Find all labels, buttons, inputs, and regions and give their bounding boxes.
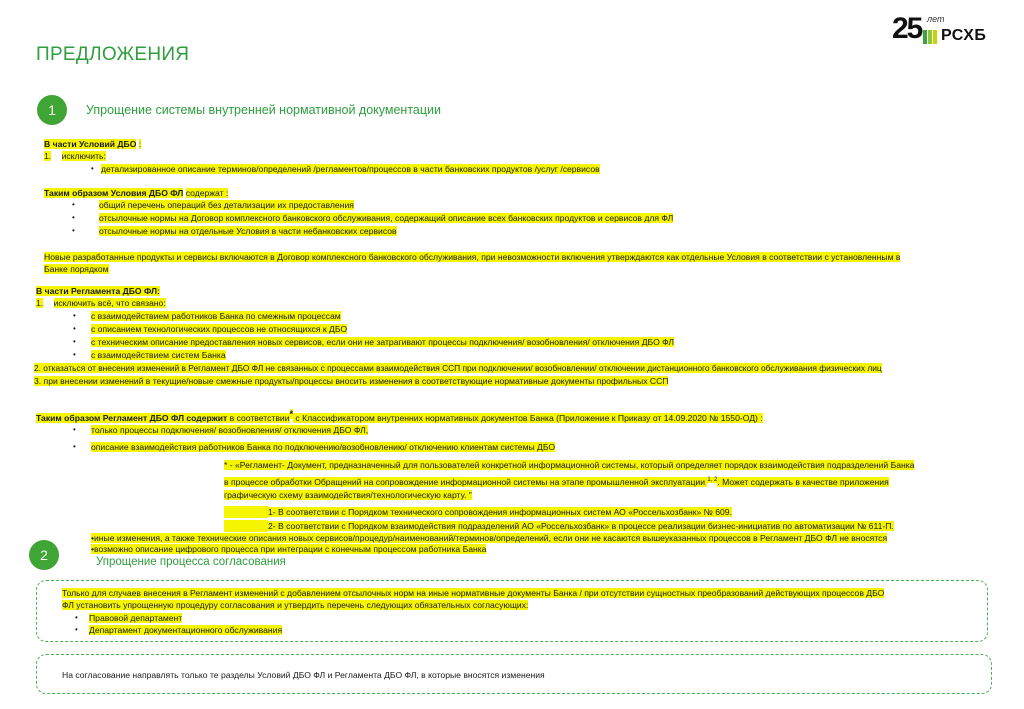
list-item-text: Правовой департамент xyxy=(89,613,183,623)
text: в процессе обработки Обращений на сопровождение информационной системы на этапе промышленной эксплуатации xyxy=(224,476,708,487)
reg-result-star: * xyxy=(289,409,294,419)
text: ФЛ установить упрощенную процедуру согласования и утвердить перечень следующих обязательных согласующих: xyxy=(62,600,529,610)
list-item-text: с описанием технологических процессов не относящихся к ДБО xyxy=(91,324,348,334)
sections-box xyxy=(36,654,992,694)
bullet-icon: • xyxy=(73,442,76,451)
section-1-heading: Упрощение системы внутренней нормативной документации xyxy=(86,103,441,117)
reg-result-label: Таким образом Регламент ДБО ФЛ содержит xyxy=(36,412,228,423)
bullet-icon: • xyxy=(72,213,75,222)
reg-part-label: В части Регламента ДБО ФЛ: xyxy=(36,286,160,296)
text: 2. отказаться от внесения изменений в Регламент ДБО ФЛ не связанных с процессами взаимодействия ССП при подключении/ возобновлении/ отключении дистанционного банковского обслуживания физических лиц xyxy=(34,363,882,373)
text: * - «Регламент- Документ, предназначенный для пользователей конкретной информационной системы, который определяет порядок взаимодействия подразделений Банка xyxy=(224,460,915,470)
logo-brand: РСХБ xyxy=(941,27,987,44)
page-title: ПРЕДЛОЖЕНИЯ xyxy=(36,44,190,65)
list-item xyxy=(91,441,555,453)
list-item-text: с техническим описание предоставления новых сервисов, если они не затрагивают процессы подключения/ возобновления/ отключения ДБО ФЛ xyxy=(91,337,675,347)
list-item xyxy=(99,199,354,211)
reg-item-1-num: 1. xyxy=(36,298,44,308)
new-products-line-2 xyxy=(44,263,109,275)
bullet-icon: • xyxy=(73,425,76,434)
list-item xyxy=(91,424,368,436)
text: •иные изменения, а также технические описания новых сервисов/процедур/наименований/терминов/определений, если они не касаются вышеуказанных процессов в Регламент ДБО ФЛ не вносятся xyxy=(91,533,888,543)
logo-number: 25 xyxy=(892,12,922,45)
dbo-result-rest: содержат : xyxy=(185,188,229,198)
footnote-ref-2 xyxy=(224,520,894,532)
dbo-item-1-bullet xyxy=(101,163,600,175)
dbo-result-label: Таким образом Условия ДБО ФЛ xyxy=(44,188,184,198)
text: 2- В соответствии с Порядком взаимодействия подразделений АО «Россельхозбанк» в процессе реализации бизнес-инициатив по автоматизации № 611-П. xyxy=(268,521,894,531)
list-item-text: только процессы подключения/ возобновления/ отключения ДБО ФЛ, xyxy=(91,425,369,435)
reg-item-1 xyxy=(36,297,166,309)
footnote-ref-1 xyxy=(224,506,732,518)
list-item-text: общий перечень операций без детализации их предоставления xyxy=(99,200,354,210)
text: 3. при внесении изменений в текущие/новые смежные продукты/процессы вносить изменения в соответствующие нормативные документы профильных ССП xyxy=(34,376,669,386)
list-item xyxy=(99,212,673,224)
text: графическую схему взаимодействия/технологическую карту. " xyxy=(224,490,472,500)
bullet-icon: • xyxy=(75,613,78,622)
dbo-part-label: В части Условий ДБО xyxy=(44,139,137,149)
dbo-result-heading xyxy=(44,187,228,199)
section-2-heading: Упрощение процесса согласования xyxy=(96,556,286,568)
section-2-number: 2 xyxy=(29,540,59,570)
dbo-part-colon: : xyxy=(138,139,142,149)
dbo-item-1-text: исключить: xyxy=(61,151,106,161)
bullet-icon: • xyxy=(72,200,75,209)
footnote-line-2 xyxy=(224,474,889,488)
list-item xyxy=(99,225,397,237)
bullet-icon: • xyxy=(75,625,78,634)
list-item xyxy=(89,612,182,624)
footnote-sup: 1, 2 xyxy=(707,477,718,483)
text: •возможно описание цифрового процесса при интеграции с конечным процессом работника Банка xyxy=(91,544,487,554)
footnote-line-3 xyxy=(224,489,472,501)
reg-item-1-text: исключить всё, что связано: xyxy=(53,298,166,308)
list-item-text: с взаимодействием систем Банка xyxy=(91,350,226,360)
list-item: детализированное описание терминов/определений /регламентов/процессов в части банковских продуктов /услуг /сервисов xyxy=(101,164,600,174)
list-item xyxy=(89,624,282,636)
list-item xyxy=(91,310,341,322)
bullet-icon: • xyxy=(73,324,76,333)
text: . Может содержать в качестве приложения xyxy=(717,476,889,487)
bullet-icon: • xyxy=(73,337,76,346)
bullet-icon: • xyxy=(73,311,76,320)
list-item-text: отсылочные нормы на отдельные Условия в части небанковских сервисов xyxy=(99,226,397,236)
bullet-icon: • xyxy=(73,350,76,359)
approval-line-1 xyxy=(62,587,884,599)
logo-years: лет xyxy=(927,14,945,24)
approval-line-2 xyxy=(62,599,528,611)
bullet-icon: • xyxy=(72,226,75,235)
logo-bars-icon xyxy=(923,30,939,44)
dbo-part-heading xyxy=(44,138,141,150)
list-item xyxy=(91,323,347,335)
footnote-line-1 xyxy=(224,459,914,471)
text: Новые разработанные продукты и сервисы включаются в Договор комплексного банковского обслуживания, при невозможности включения утверждаются как отдельные Условия в соответствии с установленным в xyxy=(44,252,901,262)
sections-text: На согласование направлять только те разделы Условий ДБО ФЛ и Регламента ДБО ФЛ, в которые вносятся изменения xyxy=(62,670,545,680)
dbo-item-1-num: 1. xyxy=(44,151,52,161)
reg-part-heading xyxy=(36,285,160,297)
list-item-text: описание взаимодействия работников Банка по подключению/возобновлению/ отключению клиентам системы ДБО xyxy=(91,442,556,452)
list-item xyxy=(91,336,674,348)
list-item xyxy=(91,349,226,361)
text: Только для случаев внесения в Регламент изменений с добавлением отсылочных норм на иные нормативные документы Банка / при отсутствии сущностных преобразований действующих процессов ДБО xyxy=(62,588,885,598)
list-item-text: Департамент документационного обслуживания xyxy=(89,625,283,635)
reg-result-heading xyxy=(36,408,763,424)
text: 1- В соответствии с Порядком технического сопровождения информационных систем АО «Россельхозбанк» № 609. xyxy=(268,507,732,517)
reg-result-mid: в соответствии xyxy=(227,412,290,423)
extra-bullet-2 xyxy=(91,543,486,555)
new-products-line-1 xyxy=(44,251,900,263)
list-item-text: с взаимодействием работников Банка по смежным процессам xyxy=(91,311,341,321)
reg-result-rest: с Классификатором внутренних нормативных документов Банка (Приложение к Приказу от 14.09.2020 № 1550-ОД) : xyxy=(293,412,763,423)
section-1-number: 1 xyxy=(37,95,67,125)
reg-item-3 xyxy=(34,375,668,387)
approval-box xyxy=(36,580,988,642)
dbo-item-1 xyxy=(44,150,106,162)
bullet-icon: • xyxy=(91,164,94,173)
text: Банке порядком xyxy=(44,264,109,274)
list-item-text: отсылочные нормы на Договор комплексного банковского обслуживания, содержащий описание всех банковских продуктов и сервисов для ФЛ xyxy=(99,213,674,223)
reg-item-2 xyxy=(34,362,882,374)
